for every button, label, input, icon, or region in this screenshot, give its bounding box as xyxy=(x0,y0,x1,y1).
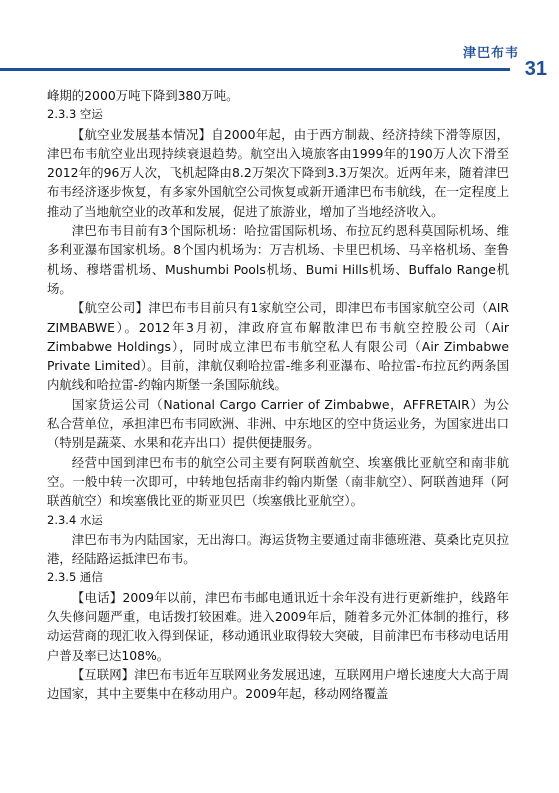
section-communications xyxy=(47,568,509,703)
intro-line: 峰期的2000万吨下降到380万吨。 xyxy=(47,88,239,103)
paragraph: 【电话】2009年以前，津巴布韦邮电通讯近十余年没有进行更新维护，线路年久失修问题严重，电话拨打较困难。进入2009年后，随着多元外汇体制的推行，移动运营商的现汇收入得到保证，移动通讯业取得较大突破，目前津巴布韦移动电话用户普及率已达108%。 xyxy=(47,589,509,663)
paragraph: 国家货运公司（National Cargo Carrier of Zimbabwe，AFFRETAIR）为公私合营单位，承担津巴布韦同欧洲、非洲、中东地区的空中货运业务，为国家进出口（特别是蔬菜、水果和花卉出口）提供便捷服务。 xyxy=(47,396,509,451)
page-body xyxy=(47,86,509,704)
paragraph: 经营中国到津巴布韦的航空公司主要有阿联酋航空、埃塞俄比亚航空和南非航空。一般中转一次即可，中转地包括南非约翰内斯堡（南非航空）、阿联酋迪拜（阿联酋航空）和埃塞俄比亚的斯亚贝巴（埃塞俄比亚航空）。 xyxy=(47,454,509,509)
section-air-transport xyxy=(47,105,509,510)
header-divider xyxy=(0,68,510,71)
paragraph: 津巴布韦目前有3个国际机场：哈拉雷国际机场、布拉瓦约恩科莫国际机场、维多利亚瀑布国家机场。8个国内机场为：万吉机场、卡里巴机场、马辛格机场、奎鲁机场、穆塔雷机场、Mushumbi Pools机场、Bumi Hills机场、Buffalo Range机场。 xyxy=(47,223,509,296)
paragraph: 【航空业发展基本情况】自2000年起，由于西方制裁、经济持续下滑等原因，津巴布韦航空业出现持续衰退趋势。航空出入境旅客由1999年的190万人次下滑至2012年的96万人次，飞机起降由8.2万架次下降到3.3万架次。近两年来，随着津巴布韦经济逐步恢复，有多家外国航空公司恢复或新开通津巴布韦航线，在一定程度上推动了当地航空业的改革和发展，促进了旅游业，增加了当地经济收入。 xyxy=(47,126,509,219)
section-water-transport xyxy=(47,511,509,569)
section-heading: 2.3.5 通信 xyxy=(47,570,103,585)
paragraph: 津巴布韦为内陆国家，无出海口。海运货物主要通过南非德班港、莫桑比克贝拉港，经陆路运抵津巴布韦。 xyxy=(47,531,509,567)
section-heading: 2.3.4 水运 xyxy=(47,512,103,527)
section-heading: 2.3.3 空运 xyxy=(47,107,103,122)
paragraph: 【航空公司】津巴布韦目前只有1家航空公司，即津巴布韦国家航空公司（AIR ZIMBABWE）。2012年3月初，津政府宣布解散津巴布韦航空控股公司（Air Zimbabwe Holdings），同时成立津巴布韦航空私人有限公司（Air Zimbabwe Private Limited）。目前，津航仅剩哈拉雷-维多利亚瀑布、哈拉雷-布拉瓦约两条国内航线和哈拉雷-约翰内斯堡一条国际航线。 xyxy=(47,300,509,393)
paragraph: 【互联网】津巴布韦近年互联网业务发展迅速，互联网用户增长速度大大高于周边国家，其中主要集中在移动用户。2009年起，移动网络覆盖 xyxy=(47,666,509,702)
chapter-title: 津巴布韦 xyxy=(462,46,519,61)
page-number: 31 xyxy=(524,58,547,80)
